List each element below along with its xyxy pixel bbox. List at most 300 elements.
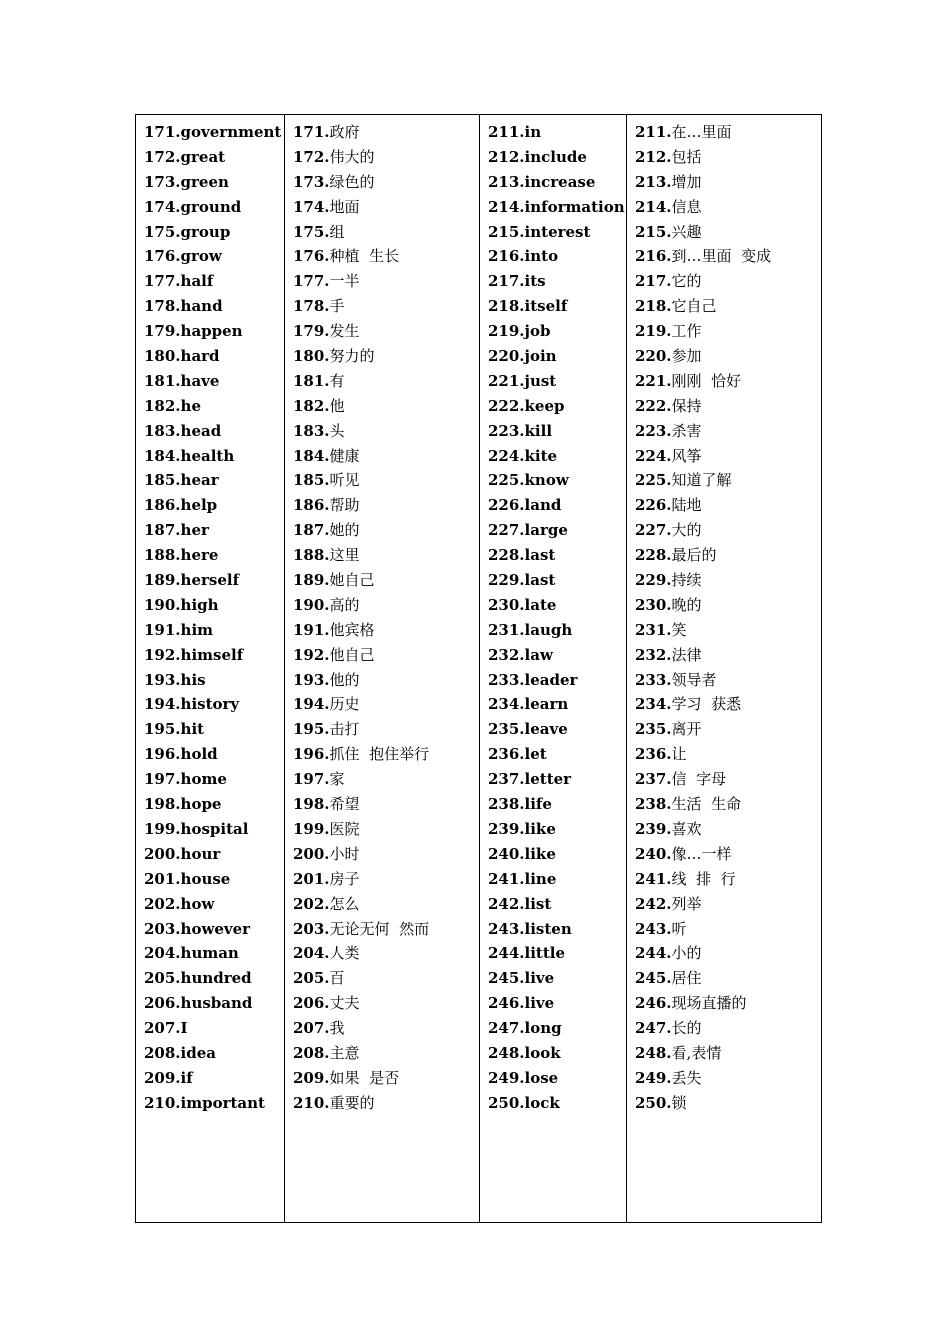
chinese-meaning-text: 它的 xyxy=(671,272,702,291)
chinese-meaning-text: 健康 xyxy=(329,446,360,465)
chinese-meaning-entry xyxy=(635,842,821,867)
entry-number: 177. xyxy=(293,272,330,291)
chinese-meaning-entry xyxy=(293,593,479,618)
chinese-meaning-text: 组 xyxy=(329,222,345,241)
entry-number: 199. xyxy=(293,819,330,838)
chinese-meaning-entry xyxy=(293,369,479,394)
chinese-meaning-text: 他的 xyxy=(329,670,360,689)
chinese-meaning-entry xyxy=(635,195,821,220)
entry-number: 184. xyxy=(293,446,330,465)
chinese-meaning-text: 知道了解 xyxy=(671,471,732,490)
english-word-entry: 192.himself xyxy=(144,645,244,664)
entry-number: 203. xyxy=(293,919,330,938)
chinese-meaning-text: 现场直播的 xyxy=(671,994,747,1013)
chinese-meaning-text: 这里 xyxy=(329,546,360,565)
chinese-meaning-text: 晚的 xyxy=(671,595,702,614)
english-word-entry: 202.how xyxy=(144,894,215,913)
english-word-entry: 231.laugh xyxy=(488,620,573,639)
english-word-entry: 190.high xyxy=(144,595,219,614)
chinese-meaning-text: 线 排 行 xyxy=(671,869,736,888)
chinese-meaning-entry xyxy=(293,717,479,742)
chinese-meaning-text: 如果 是否 xyxy=(329,1068,400,1087)
chinese-meaning-text: 发生 xyxy=(329,322,360,341)
english-word-entry: 218.itself xyxy=(488,297,568,316)
entry-number: 204. xyxy=(293,944,330,963)
entry-number: 198. xyxy=(293,795,330,814)
chinese-meaning-entry xyxy=(293,618,479,643)
english-word-entry: 184.health xyxy=(144,446,235,465)
chinese-meaning-text: 到…里面 变成 xyxy=(671,247,772,266)
english-word-entry: 239.like xyxy=(488,819,556,838)
chinese-meaning-entry xyxy=(293,817,479,842)
chinese-meaning-entry xyxy=(293,792,479,817)
entry-number: 197. xyxy=(293,770,330,789)
entry-number: 205. xyxy=(293,969,330,988)
chinese-meaning-entry xyxy=(293,394,479,419)
english-word-entry: 244.little xyxy=(488,944,566,963)
english-word-entry: 200.hour xyxy=(144,844,221,863)
english-word-entry: 182.he xyxy=(144,396,201,415)
english-word-entry: 228.last xyxy=(488,546,556,565)
entry-number: 222. xyxy=(635,396,672,415)
chinese-meaning-entry xyxy=(635,518,821,543)
english-word-entry: 193.his xyxy=(144,670,206,689)
entry-number: 173. xyxy=(293,172,330,191)
chinese-meaning-text: 它自己 xyxy=(671,297,717,316)
english-word-entry: 250.lock xyxy=(488,1093,560,1112)
chinese-meaning-text: 大的 xyxy=(671,521,702,540)
chinese-meaning-entry xyxy=(635,543,821,568)
chinese-meaning-text: 让 xyxy=(671,745,687,764)
entry-number: 194. xyxy=(293,695,330,714)
entry-number: 243. xyxy=(635,919,672,938)
entry-number: 183. xyxy=(293,421,330,440)
entry-number: 180. xyxy=(293,347,330,366)
chinese-meaning-text: 兴趣 xyxy=(671,222,702,241)
english-word-entry: 229.last xyxy=(488,571,556,590)
chinese-meaning-text: 听 xyxy=(671,919,687,938)
chinese-meaning-text: 一半 xyxy=(329,272,360,291)
entry-number: 195. xyxy=(293,720,330,739)
english-word-entry: 246.live xyxy=(488,994,555,1013)
chinese-meaning-text: 学习 获悉 xyxy=(671,695,742,714)
entry-number: 225. xyxy=(635,471,672,490)
chinese-meaning-text: 法律 xyxy=(671,645,702,664)
chinese-meaning-text: 笑 xyxy=(671,620,687,639)
english-word-entry: 177.half xyxy=(144,272,214,291)
english-word-entry: 219.job xyxy=(488,322,551,341)
entry-number: 240. xyxy=(635,844,672,863)
chinese-meaning-entry xyxy=(635,244,821,269)
entry-number: 212. xyxy=(635,147,672,166)
entry-number: 187. xyxy=(293,521,330,540)
english-word-entry: 236.let xyxy=(488,745,547,764)
chinese-meaning-entry xyxy=(293,767,479,792)
entry-number: 245. xyxy=(635,969,672,988)
chinese-meaning-text: 听见 xyxy=(329,471,360,490)
english-word-entry: 179.happen xyxy=(144,322,243,341)
chinese-meaning-text: 居住 xyxy=(671,969,702,988)
chinese-meaning-text: 离开 xyxy=(671,720,702,739)
english-word-entry: 248.look xyxy=(488,1043,561,1062)
chinese-meaning-text: 小的 xyxy=(671,944,702,963)
chinese-meaning-entry xyxy=(293,294,479,319)
entry-number: 242. xyxy=(635,894,672,913)
chinese-meaning-entry xyxy=(635,792,821,817)
entry-number: 186. xyxy=(293,496,330,515)
entry-number: 217. xyxy=(635,272,672,291)
entry-number: 178. xyxy=(293,297,330,316)
english-word-entry: 178.hand xyxy=(144,297,223,316)
chinese-meaning-entry xyxy=(635,668,821,693)
chinese-meaning-entry xyxy=(293,692,479,717)
entry-number: 172. xyxy=(293,147,330,166)
chinese-meaning-entry xyxy=(293,568,479,593)
english-word-entry: 187.her xyxy=(144,521,209,540)
chinese-meaning-text: 人类 xyxy=(329,944,360,963)
chinese-meaning-entry xyxy=(635,344,821,369)
chinese-meaning-entry xyxy=(293,742,479,767)
chinese-meaning-entry xyxy=(635,394,821,419)
entry-number: 229. xyxy=(635,571,672,590)
english-word-entry: 220.join xyxy=(488,347,557,366)
entry-number: 218. xyxy=(635,297,672,316)
entry-number: 219. xyxy=(635,322,672,341)
entry-number: 237. xyxy=(635,770,672,789)
entry-number: 188. xyxy=(293,546,330,565)
chinese-meaning-entry xyxy=(635,991,821,1016)
chinese-meaning-text: 地面 xyxy=(329,197,360,216)
chinese-meaning-text: 医院 xyxy=(329,819,360,838)
chinese-meaning-entry xyxy=(293,319,479,344)
entry-number: 215. xyxy=(635,222,672,241)
chinese-meaning-text: 看,表情 xyxy=(671,1043,722,1062)
english-word-entry: 232.law xyxy=(488,645,553,664)
chinese-meaning-text: 小时 xyxy=(329,844,360,863)
chinese-meaning-entry xyxy=(635,767,821,792)
chinese-meaning-entry xyxy=(635,1066,821,1091)
chinese-meaning-text: 历史 xyxy=(329,695,360,714)
chinese-meaning-text: 努力的 xyxy=(329,347,375,366)
chinese-meaning-entry xyxy=(293,892,479,917)
entry-number: 249. xyxy=(635,1068,672,1087)
chinese-meaning-text: 持续 xyxy=(671,571,702,590)
english-word-entry: 172.great xyxy=(144,147,226,166)
entry-number: 192. xyxy=(293,645,330,664)
entry-number: 175. xyxy=(293,222,330,241)
chinese-meaning-entry xyxy=(635,593,821,618)
chinese-meaning-entry xyxy=(635,468,821,493)
entry-number: 235. xyxy=(635,720,672,739)
english-word-entry: 211.in xyxy=(488,123,542,141)
entry-number: 224. xyxy=(635,446,672,465)
chinese-meaning-text: 高的 xyxy=(329,595,360,614)
english-word-entry: 204.human xyxy=(144,944,239,963)
chinese-meaning-text: 喜欢 xyxy=(671,819,702,838)
english-word-entry: 223.kill xyxy=(488,421,553,440)
chinese-meaning-text: 他自己 xyxy=(329,645,375,664)
chinese-meaning-text: 丈夫 xyxy=(329,994,360,1013)
english-word-entry: 198.hope xyxy=(144,795,222,814)
entry-number: 232. xyxy=(635,645,672,664)
english-word-entry: 197.home xyxy=(144,770,227,789)
chinese-meaning-entry xyxy=(635,966,821,991)
chinese-meaning-text: 主意 xyxy=(329,1043,360,1062)
english-word-entry: 238.life xyxy=(488,795,552,814)
english-word-entry: 195.hit xyxy=(144,720,205,739)
chinese-meaning-text: 抓住 抱住举行 xyxy=(329,745,430,764)
entry-number: 230. xyxy=(635,595,672,614)
chinese-meaning-entry xyxy=(293,170,479,195)
chinese-meaning-text: 帮助 xyxy=(329,496,360,515)
chinese-meaning-entry xyxy=(635,568,821,593)
entry-number: 248. xyxy=(635,1043,672,1062)
english-word-entry: 225.know xyxy=(488,471,569,490)
chinese-meaning-entry xyxy=(293,145,479,170)
chinese-meaning-entry xyxy=(635,867,821,892)
chinese-meaning-entry xyxy=(293,419,479,444)
chinese-meaning-entry xyxy=(293,344,479,369)
chinese-meaning-entry xyxy=(293,269,479,294)
entry-number: 214. xyxy=(635,197,672,216)
chinese-meaning-text: 风筝 xyxy=(671,446,702,465)
english-word-entry: 222.keep xyxy=(488,396,565,415)
chinese-meaning-entry xyxy=(635,692,821,717)
chinese-meaning-text: 他宾格 xyxy=(329,620,375,639)
chinese-meaning-text: 百 xyxy=(329,969,345,988)
english-word-entry: 181.have xyxy=(144,371,220,390)
entry-number: 202. xyxy=(293,894,330,913)
chinese-meaning-text: 他 xyxy=(329,396,345,415)
entry-number: 236. xyxy=(635,745,672,764)
english-word-entry: 186.help xyxy=(144,496,218,515)
english-word-entry: 188.here xyxy=(144,546,219,565)
chinese-meaning-text: 重要的 xyxy=(329,1093,375,1112)
entry-number: 200. xyxy=(293,844,330,863)
entry-number: 216. xyxy=(635,247,672,266)
chinese-column-2 xyxy=(627,115,822,1223)
entry-number: 226. xyxy=(635,496,672,515)
english-word-entry: 243.listen xyxy=(488,919,572,938)
english-word-entry: 237.letter xyxy=(488,770,572,789)
english-word-entry: 203.however xyxy=(144,919,251,938)
english-word-entry: 214.information xyxy=(488,197,625,216)
english-word-entry: 216.into xyxy=(488,247,559,266)
entry-number: 227. xyxy=(635,521,672,540)
entry-number: 171. xyxy=(293,123,330,141)
chinese-meaning-entry xyxy=(635,618,821,643)
english-word-entry: 240.like xyxy=(488,844,556,863)
chinese-meaning-text: 家 xyxy=(329,770,345,789)
chinese-meaning-text: 无论无何 然而 xyxy=(329,919,430,938)
chinese-meaning-text: 希望 xyxy=(329,795,360,814)
chinese-meaning-text: 杀害 xyxy=(671,421,702,440)
chinese-meaning-text: 伟大的 xyxy=(329,147,375,166)
english-word-entry: 209.if xyxy=(144,1068,193,1087)
chinese-meaning-entry xyxy=(635,1016,821,1041)
english-word-entry: 234.learn xyxy=(488,695,569,714)
entry-number: 189. xyxy=(293,571,330,590)
chinese-meaning-entry xyxy=(635,493,821,518)
chinese-meaning-text: 列举 xyxy=(671,894,702,913)
chinese-meaning-entry xyxy=(293,842,479,867)
chinese-meaning-entry xyxy=(293,195,479,220)
chinese-meaning-entry xyxy=(293,1066,479,1091)
entry-number: 221. xyxy=(635,371,672,390)
entry-number: 174. xyxy=(293,197,330,216)
english-word-entry: 185.hear xyxy=(144,471,219,490)
chinese-meaning-text: 手 xyxy=(329,297,345,316)
chinese-meaning-text: 我 xyxy=(329,1019,345,1038)
chinese-column-1 xyxy=(285,115,480,1223)
english-word-entry: 247.long xyxy=(488,1019,562,1038)
english-word-entry: 194.history xyxy=(144,695,240,714)
english-word-entry: 226.land xyxy=(488,496,562,515)
english-word-entry: 191.him xyxy=(144,620,214,639)
chinese-meaning-text: 工作 xyxy=(671,322,702,341)
chinese-meaning-text: 包括 xyxy=(671,147,702,166)
chinese-meaning-text: 参加 xyxy=(671,347,702,366)
chinese-meaning-entry xyxy=(635,1041,821,1066)
chinese-meaning-text: 最后的 xyxy=(671,546,717,565)
chinese-meaning-entry xyxy=(635,742,821,767)
english-column-1 xyxy=(136,115,285,1223)
chinese-meaning-entry xyxy=(635,444,821,469)
chinese-meaning-entry xyxy=(635,170,821,195)
chinese-meaning-entry xyxy=(635,817,821,842)
chinese-meaning-entry xyxy=(635,1091,821,1116)
chinese-meaning-entry xyxy=(293,941,479,966)
entry-number: 193. xyxy=(293,670,330,689)
chinese-meaning-entry xyxy=(293,543,479,568)
chinese-meaning-entry xyxy=(293,1041,479,1066)
entry-number: 208. xyxy=(293,1043,330,1062)
english-word-entry: 189.herself xyxy=(144,571,240,590)
chinese-meaning-text: 政府 xyxy=(329,123,360,141)
chinese-meaning-entry xyxy=(635,917,821,942)
entry-number: 223. xyxy=(635,421,672,440)
chinese-meaning-entry xyxy=(635,294,821,319)
entry-number: 196. xyxy=(293,745,330,764)
chinese-meaning-text: 种植 生长 xyxy=(329,247,400,266)
chinese-meaning-entry xyxy=(293,468,479,493)
entry-number: 209. xyxy=(293,1068,330,1087)
chinese-meaning-entry xyxy=(635,369,821,394)
chinese-meaning-entry xyxy=(293,643,479,668)
chinese-meaning-text: 绿色的 xyxy=(329,172,375,191)
chinese-meaning-text: 丢失 xyxy=(671,1068,702,1087)
chinese-meaning-text: 领导者 xyxy=(671,670,717,689)
entry-number: 228. xyxy=(635,546,672,565)
chinese-meaning-entry xyxy=(293,1091,479,1116)
chinese-meaning-text: 有 xyxy=(329,371,345,390)
entry-number: 231. xyxy=(635,620,672,639)
chinese-meaning-entry xyxy=(293,120,479,145)
english-word-entry: 212.include xyxy=(488,147,587,166)
chinese-meaning-text: 生活 生命 xyxy=(671,795,742,814)
entry-number: 250. xyxy=(635,1093,672,1112)
chinese-meaning-entry xyxy=(635,892,821,917)
english-word-entry: 208.idea xyxy=(144,1043,216,1062)
entry-number: 206. xyxy=(293,994,330,1013)
english-word-entry: 176.grow xyxy=(144,247,222,266)
english-word-entry: 199.hospital xyxy=(144,819,249,838)
chinese-meaning-entry xyxy=(635,145,821,170)
english-word-entry: 230.late xyxy=(488,595,557,614)
english-word-entry: 183.head xyxy=(144,421,222,440)
chinese-meaning-entry xyxy=(635,643,821,668)
chinese-meaning-entry xyxy=(293,668,479,693)
chinese-meaning-text: 刚刚 恰好 xyxy=(671,371,742,390)
chinese-meaning-entry xyxy=(635,941,821,966)
entry-number: 234. xyxy=(635,695,672,714)
english-word-entry: 233.leader xyxy=(488,670,578,689)
english-word-entry: 207.I xyxy=(144,1019,188,1038)
entry-number: 246. xyxy=(635,994,672,1013)
english-word-entry: 249.lose xyxy=(488,1068,559,1087)
chinese-meaning-text: 像…一样 xyxy=(671,844,732,863)
chinese-meaning-text: 房子 xyxy=(329,869,360,888)
entry-number: 238. xyxy=(635,795,672,814)
chinese-meaning-text: 头 xyxy=(329,421,345,440)
entry-number: 201. xyxy=(293,869,330,888)
chinese-meaning-text: 她自己 xyxy=(329,571,375,590)
english-word-entry: 213.increase xyxy=(488,172,596,191)
chinese-meaning-entry xyxy=(635,419,821,444)
english-word-entry: 180.hard xyxy=(144,347,220,366)
english-word-entry: 171.government xyxy=(144,123,282,141)
entry-number: 247. xyxy=(635,1019,672,1038)
entry-number: 182. xyxy=(293,396,330,415)
entry-number: 244. xyxy=(635,944,672,963)
english-word-entry: 196.hold xyxy=(144,745,218,764)
chinese-meaning-text: 信息 xyxy=(671,197,702,216)
english-word-entry: 205.hundred xyxy=(144,969,252,988)
chinese-meaning-text: 长的 xyxy=(671,1019,702,1038)
entry-number: 213. xyxy=(635,172,672,191)
chinese-meaning-text: 陆地 xyxy=(671,496,702,515)
entry-number: 210. xyxy=(293,1093,330,1112)
chinese-meaning-entry xyxy=(293,220,479,245)
entry-number: 179. xyxy=(293,322,330,341)
english-word-entry: 221.just xyxy=(488,371,557,390)
entry-number: 185. xyxy=(293,471,330,490)
chinese-meaning-entry xyxy=(293,867,479,892)
english-word-entry: 227.large xyxy=(488,521,568,540)
chinese-meaning-text: 增加 xyxy=(671,172,702,191)
entry-number: 181. xyxy=(293,371,330,390)
chinese-meaning-text: 锁 xyxy=(671,1093,687,1112)
english-word-entry: 215.interest xyxy=(488,222,591,241)
chinese-meaning-entry xyxy=(293,244,479,269)
entry-number: 176. xyxy=(293,247,330,266)
chinese-meaning-text: 保持 xyxy=(671,396,702,415)
chinese-meaning-entry xyxy=(293,917,479,942)
chinese-meaning-text: 信 字母 xyxy=(671,770,727,789)
english-word-entry: 242.list xyxy=(488,894,552,913)
chinese-meaning-entry xyxy=(293,1016,479,1041)
chinese-meaning-text: 击打 xyxy=(329,720,360,739)
entry-number: 233. xyxy=(635,670,672,689)
english-word-entry: 210.important xyxy=(144,1093,265,1112)
entry-number: 207. xyxy=(293,1019,330,1038)
chinese-meaning-entry xyxy=(635,319,821,344)
entry-number: 190. xyxy=(293,595,330,614)
chinese-meaning-entry xyxy=(293,518,479,543)
chinese-meaning-entry xyxy=(293,991,479,1016)
english-word-entry: 173.green xyxy=(144,172,229,191)
english-word-entry: 217.its xyxy=(488,272,546,291)
